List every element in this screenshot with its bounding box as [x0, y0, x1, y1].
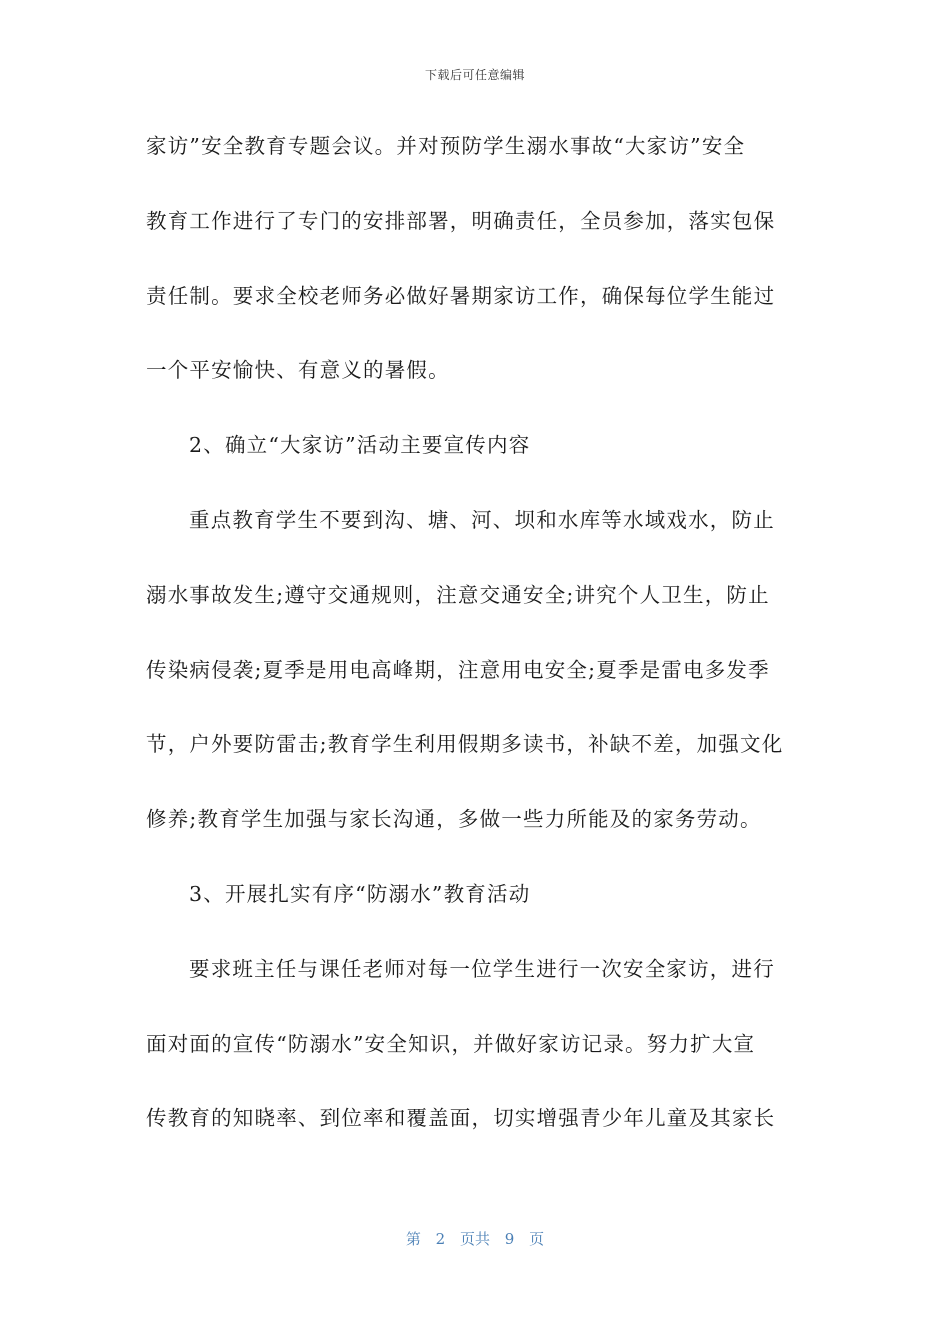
section-heading: 2、确立“大家访”活动主要宣传内容: [189, 433, 531, 458]
document-body: [146, 128, 810, 1175]
paragraph-line: 家访”安全教育专题会议。并对预防学生溺水事故“大家访”安全: [146, 134, 746, 158]
paragraph-line: 责任制。要求全校老师务必做好暑期家访工作，确保每位学生能过: [146, 283, 776, 308]
paragraph-line: 面对面的宣传“防溺水”安全知识，并做好家访记录。努力扩大宣: [146, 1031, 756, 1056]
paragraph-line: 传教育的知晓率、到位率和覆盖面，切实增强青少年儿童及其家长: [146, 1106, 776, 1131]
paragraph-line: 要求班主任与课任老师对每一位学生进行一次安全家访，进行: [189, 956, 775, 981]
page-footer: [0, 1228, 950, 1249]
section-heading: 3、开展扎实有序“防溺水”教育活动: [189, 881, 531, 906]
page-mid: 页共: [459, 1230, 490, 1248]
page-prefix: 第: [405, 1230, 421, 1248]
total-pages-number: 9: [504, 1230, 515, 1248]
paragraph-line: 传染病侵袭;夏季是用电高峰期，注意用电安全;夏季是雷电多发季: [146, 657, 770, 682]
paragraph-line: 节，户外要防雷击;教育学生利用假期多读书，补缺不差，加强文化: [146, 732, 784, 757]
page-suffix: 页: [529, 1230, 545, 1248]
paragraph-line: 修养;教育学生加强与家长沟通，多做一些力所能及的家务劳动。: [146, 807, 762, 832]
paragraph-line: 溺水事故发生;遵守交通规则，注意交通安全;讲究个人卫生，防止: [146, 582, 770, 607]
page-header-note: 下载后可任意编辑: [424, 68, 525, 82]
paragraph-line: 重点教育学生不要到沟、塘、河、坝和水库等水域戏水，防止: [189, 507, 775, 532]
paragraph-line: 一个平安愉快、有意义的暑假。: [146, 358, 450, 383]
paragraph-line: 教育工作进行了专门的安排部署，明确责任，全员参加，落实包保: [146, 208, 776, 233]
current-page-number: 2: [435, 1230, 446, 1248]
